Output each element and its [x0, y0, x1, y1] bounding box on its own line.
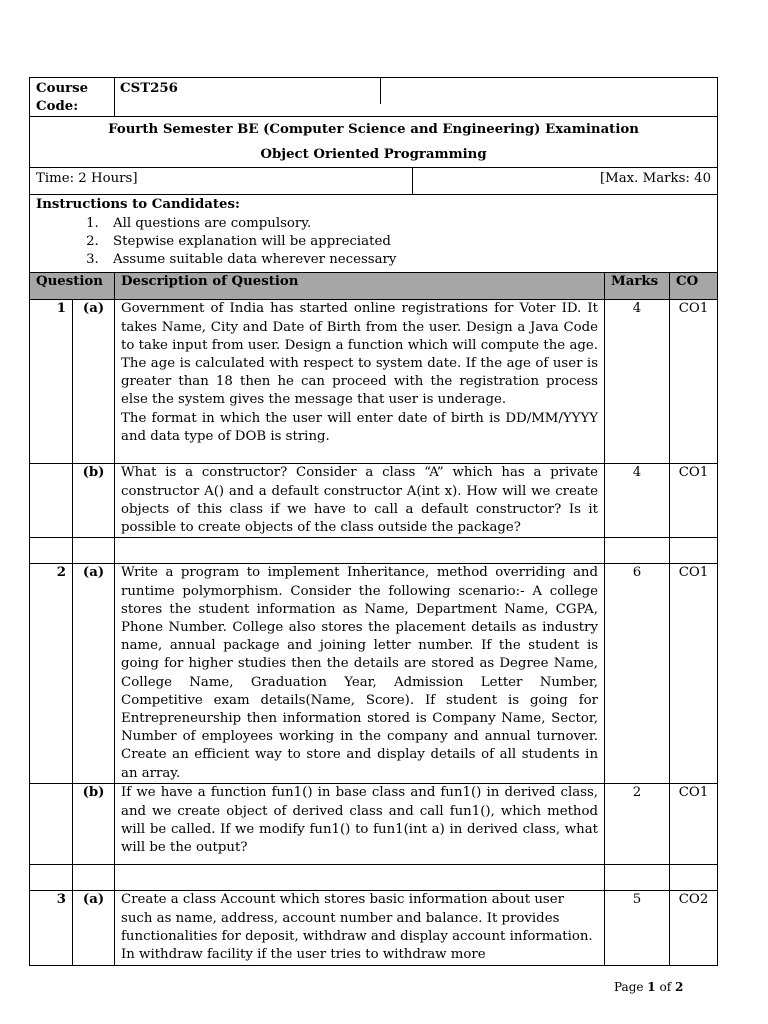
question-number: 2	[30, 564, 73, 784]
question-text: Write a program to implement Inheritance, method overriding and runtime polymorphism. Consider the following scenario:- A college stores the student information as Name, Department Name, CGPA, Phone Number. College also stores the placement details as industry name, annual package and joining letter number. If the student is going for higher studies then the details are stored as Degree Name, College Name, Graduation Year, Admission Letter Number, Competitive exam details(Name, Score). If student is going for Entrepreneurship then information stored is Company Name, Sector, Number of employees working in the company and annual turnover. Create an efficient way to store and display details of all students in an array.	[115, 564, 605, 784]
question-part: (b)	[73, 464, 115, 538]
max-marks-label: [Max. Marks: 40	[599, 171, 712, 187]
question-marks: 2	[605, 784, 670, 865]
question-part: (a)	[73, 300, 115, 464]
question-marks: 4	[605, 300, 670, 464]
question-marks: 4	[605, 464, 670, 538]
exam-title: Fourth Semester BE (Computer Science and Engineering) Examination	[108, 122, 639, 138]
question-marks: 5	[605, 891, 670, 966]
page-of: of	[655, 980, 675, 994]
question-text: What is a constructor? Consider a class “A” which has a private constructor A() and a default constructor A(int x). How will we create objects of this class if we have to call a default constructor? Is it possible to create objects of the class outside the package?	[115, 464, 605, 538]
question-text: If we have a function fun1() in base class and fun1() in derived class, and we create object of derived class and call fun1(), which method will be called. If we modify fun1() to fun1(int a) in derived class, what will be the output?	[115, 784, 605, 865]
header-question: Question	[30, 273, 115, 300]
time-label: Time: 2 Hours]	[30, 168, 413, 194]
question-number: 1	[30, 300, 73, 464]
time-marks-row	[30, 168, 718, 195]
question-paragraph: Government of India has started online registrations for Voter ID. It takes Name, City and Date of Birth from the user. Design a Java Code to take input from user. Design a function which will compute the age. The age is calculated with respect to system date. If the age of user is greater than 18 then he can proceed with the registration process else the system gives the message that user is underage.	[121, 301, 599, 408]
question-row	[30, 300, 718, 464]
course-code-row	[30, 78, 718, 117]
question-number: 3	[30, 891, 73, 966]
instruction-item: 2. Stepwise explanation will be appreciated	[103, 233, 711, 251]
question-row	[30, 784, 718, 865]
question-row	[30, 891, 718, 966]
question-part: (a)	[73, 891, 115, 966]
question-paragraph: The format in which the user will enter date of birth is DD/MM/YYYY and data type of DOB is string.	[121, 410, 599, 444]
question-row	[30, 464, 718, 538]
course-code-value: CST256	[115, 78, 381, 104]
questions-header-row	[30, 273, 718, 300]
question-co: CO1	[670, 464, 718, 538]
question-number	[30, 784, 73, 865]
question-part: (a)	[73, 564, 115, 784]
instruction-item: 3. Assume suitable data wherever necessary	[103, 251, 711, 269]
page-footer	[614, 980, 683, 994]
exam-table	[29, 77, 718, 966]
course-code-label: Course Code:	[30, 78, 115, 117]
page-number: 1	[647, 980, 656, 994]
question-co: CO1	[670, 564, 718, 784]
question-co: CO1	[670, 784, 718, 865]
question-marks: 6	[605, 564, 670, 784]
header-co: CO	[670, 273, 718, 300]
header-description: Description of Question	[115, 273, 605, 300]
subject-title: Object Oriented Programming	[260, 147, 487, 163]
instructions-list	[36, 215, 711, 270]
page-total: 2	[674, 980, 684, 994]
spacer-row	[30, 538, 718, 564]
header-marks: Marks	[605, 273, 670, 300]
question-row	[30, 564, 718, 784]
page-prefix: Page	[614, 980, 648, 994]
question-co: CO2	[670, 891, 718, 966]
exam-title-row	[30, 117, 718, 168]
question-text: Create a class Account which stores basic information about user such as name, address, account number and balance. It provides functionalities for deposit, withdraw and display account information. In withdraw facility if the user tries to withdraw more	[115, 891, 605, 966]
question-number	[30, 464, 73, 538]
instruction-item: 1. All questions are compulsory.	[103, 215, 711, 233]
question-co: CO1	[670, 300, 718, 464]
question-text	[115, 300, 605, 464]
instructions-heading: Instructions to Candidates:	[36, 197, 240, 213]
question-part: (b)	[73, 784, 115, 865]
instructions-row	[30, 195, 718, 273]
spacer-row	[30, 865, 718, 891]
